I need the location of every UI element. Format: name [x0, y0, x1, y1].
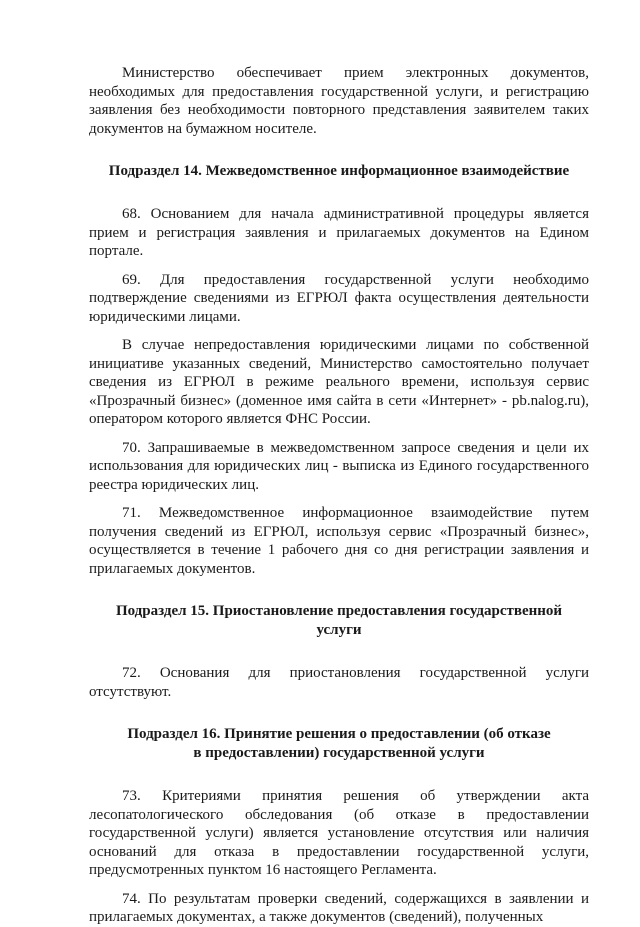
paragraph-71: 71. Межведомственное информационное взаимодействие путем получения сведений из ЕГРЮЛ, используя сервис «Прозрачный бизнес», осуществляется в течение 1 рабочего дня со дня регистрации заявления и прилагаемых документов.: [89, 505, 589, 577]
paragraph-intro: Министерство обеспечивает прием электронных документов, необходимых для предоставления государственной услуги, и регистрацию заявления без необходимости повторного представления заявителем таких документов на бумажном носителе.: [89, 65, 589, 137]
paragraph-69-continued: В случае непредоставления юридическими лицами по собственной инициативе указанных сведений, Министерство самостоятельно получает сведения из ЕГРЮЛ в режиме реального времени, используя сервис «Прозрачный бизнес» (доменное имя сайта в сети «Интернет» - pb.nalog.ru), оператором которого является ФНС России.: [89, 337, 589, 427]
heading-subsection-16-line2: в предоставлении) государственной услуги: [193, 745, 485, 761]
paragraph-68: 68. Основанием для начала административной процедуры является прием и регистрация заявления и прилагаемых документов на Едином портале.: [89, 206, 589, 259]
heading-subsection-14-text: Подраздел 14. Межведомственное информационное взаимодействие: [108, 163, 570, 179]
heading-subsection-16: [89, 725, 589, 763]
heading-subsection-15-line2: услуги: [316, 622, 362, 638]
paragraph-70: 70. Запрашиваемые в межведомственном запросе сведения и цели их использования для юридических лиц - выписка из Единого государственного реестра юридических лиц.: [89, 439, 589, 493]
paragraph-72: 72. Основания для приостановления государственной услуги отсутствуют.: [89, 665, 589, 700]
heading-subsection-16-line1: Подраздел 16. Принятие решения о предоставлении (об отказе: [127, 726, 551, 742]
heading-subsection-15-line1: Подраздел 15. Приостановление предоставления государственной: [115, 603, 563, 619]
paragraph-69: 69. Для предоставления государственной услуги необходимо подтверждение сведениями из ЕГРЮЛ факта осуществления деятельности юридическими лицами.: [89, 271, 589, 325]
paragraph-73: 73. Критериями принятия решения об утверждении акта лесопатологического обследования (об отказе в предоставлении государственной услуги) является установление отсутствия или наличия оснований для отказа в предоставлении государственной услуги, предусмотренных пунктом 16 настоящего Регламента.: [89, 788, 589, 878]
heading-subsection-15: [89, 602, 589, 640]
heading-subsection-14: [89, 162, 589, 181]
paragraph-74: 74. По результатам проверки сведений, содержащихся в заявлении и прилагаемых документах, а также документов (сведений), полученных: [89, 890, 589, 925]
document-body: [89, 64, 589, 927]
